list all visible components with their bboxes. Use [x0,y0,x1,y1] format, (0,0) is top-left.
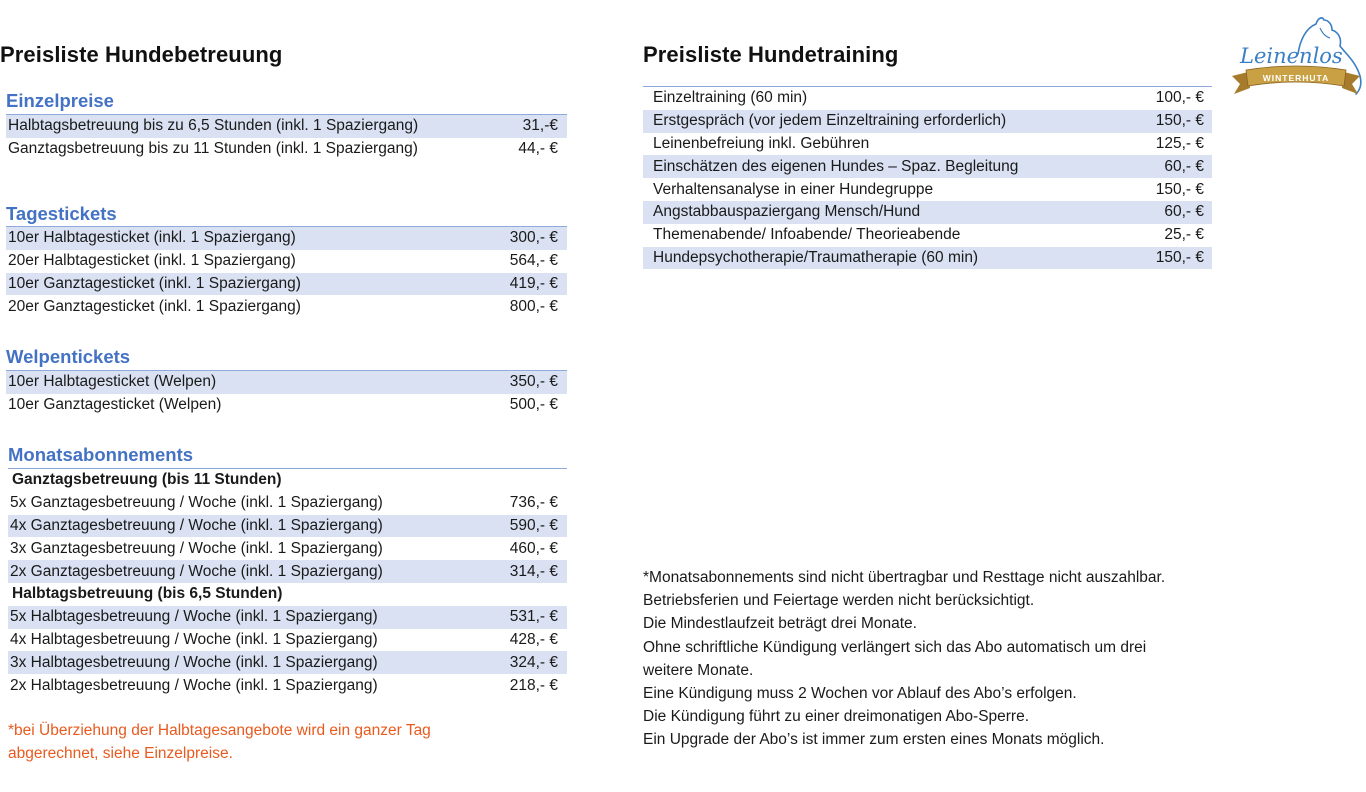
tagestickets-heading: Tagestickets [6,203,117,224]
table-row: 4x Ganztagesbetreuung / Woche (inkl. 1 Spaziergang) 590,- € [8,515,567,538]
logo-wordmark: Leinenlos [1240,44,1343,68]
einzelpreise-table [6,114,567,161]
right-title: Preisliste Hundetraining [643,42,899,67]
monatsabonnements-heading: Monatsabonnements [8,444,194,465]
table-row: 4x Halbtagesbetreuung / Woche (inkl. 1 Spaziergang) 428,- € [10,630,558,648]
note-line: Betriebsferien und Feiertage werden nicht berücksichtigt. [643,592,1035,610]
welpentickets-table [6,370,567,417]
table-row: Themenabende/ Infoabende/ Theorieabende 25,- € [653,226,1204,244]
table-row: Einzeltraining (60 min) 100,- € [653,89,1204,107]
abo-notes [643,566,1165,752]
table-row: Leinenbefreiung inkl. Gebühren 125,- € [653,134,1204,152]
ganztag-subheading: Ganztagsbetreuung (bis 11 Stunden) [12,471,282,489]
left-title: Preisliste Hundebetreuung [0,42,283,67]
halbtag-footnote: *bei Überziehung der Halbtagesangebote wird ein ganzer Tag abgerechnet, siehe Einzelpreise. [8,722,431,762]
table-row: 10er Ganztagesticket (Welpen) 500,- € [8,396,558,414]
hundetraining-table [643,86,1212,269]
table-row: 5x Halbtagesbetreuung / Woche (inkl. 1 Spaziergang) 531,- € [8,606,567,629]
table-row: Verhaltensanalyse in einer Hundegruppe 150,- € [653,180,1204,198]
table-row: 3x Ganztagesbetreuung / Woche (inkl. 1 Spaziergang) 460,- € [10,539,558,557]
table-row: 2x Halbtagesbetreuung / Woche (inkl. 1 Spaziergang) 218,- € [10,676,558,694]
logo-banner-text: WINTERHUTA [1262,73,1330,83]
note-line: Die Kündigung führt zu einer dreimonatigen Abo-Sperre. [643,708,1030,726]
note-line: Eine Kündigung muss 2 Wochen vor Ablauf des Abo’s erfolgen. [643,685,1077,703]
note-line: weitere Monate. [643,661,754,679]
table-row: 10er Ganztagesticket (inkl. 1 Spaziergang) 419,- € [6,273,567,296]
table-row: 10er Halbtagesticket (inkl. 1 Spaziergang) 300,- € [6,227,567,250]
note-line: *Monatsabonnements sind nicht übertragbar und Resttage nicht auszahlbar. [643,569,1166,586]
halbtag-subheading: Halbtagsbetreuung (bis 6,5 Stunden) [12,585,283,603]
table-row: Hundepsychotherapie/Traumatherapie (60 min) 150,- € [643,247,1212,270]
table-row: 10er Halbtagesticket (Welpen) 350,- € [6,371,567,394]
note-line: Ein Upgrade der Abo’s ist immer zum ersten eines Monats möglich. [643,731,1105,749]
table-row: 20er Halbtagesticket (inkl. 1 Spaziergang) 564,- € [8,252,558,270]
tagestickets-table [6,226,567,318]
table-row: 20er Ganztagesticket (inkl. 1 Spaziergang) 800,- € [8,297,558,315]
table-row: 3x Halbtagesbetreuung / Woche (inkl. 1 Spaziergang) 324,- € [8,651,567,674]
monatsabonnements-table [8,468,567,697]
table-row: 5x Ganztagesbetreuung / Woche (inkl. 1 Spaziergang) 736,- € [10,494,558,512]
table-row: Ganztagsbetreuung bis zu 11 Stunden (inkl. 1 Spaziergang) 44,- € [8,140,558,158]
note-line: Ohne schriftliche Kündigung verlängert sich das Abo automatisch um drei [643,638,1147,656]
einzelpreise-heading: Einzelpreise [6,90,114,111]
welpentickets-heading: Welpentickets [6,346,131,367]
table-row: Halbtagsbetreuung bis zu 6,5 Stunden (inkl. 1 Spaziergang) 31,-€ [6,115,567,138]
table-row: Erstgespräch (vor jedem Einzeltraining erforderlich) 150,- € [643,110,1212,133]
leinenlos-logo [1228,14,1364,112]
note-line: Die Mindestlaufzeit beträgt drei Monate. [643,615,917,633]
table-row: Angstabbauspaziergang Mensch/Hund 60,- € [643,201,1212,224]
table-row: 2x Ganztagesbetreuung / Woche (inkl. 1 Spaziergang) 314,- € [8,560,567,583]
table-row: Einschätzen des eigenen Hundes – Spaz. Begleitung 60,- € [643,155,1212,178]
